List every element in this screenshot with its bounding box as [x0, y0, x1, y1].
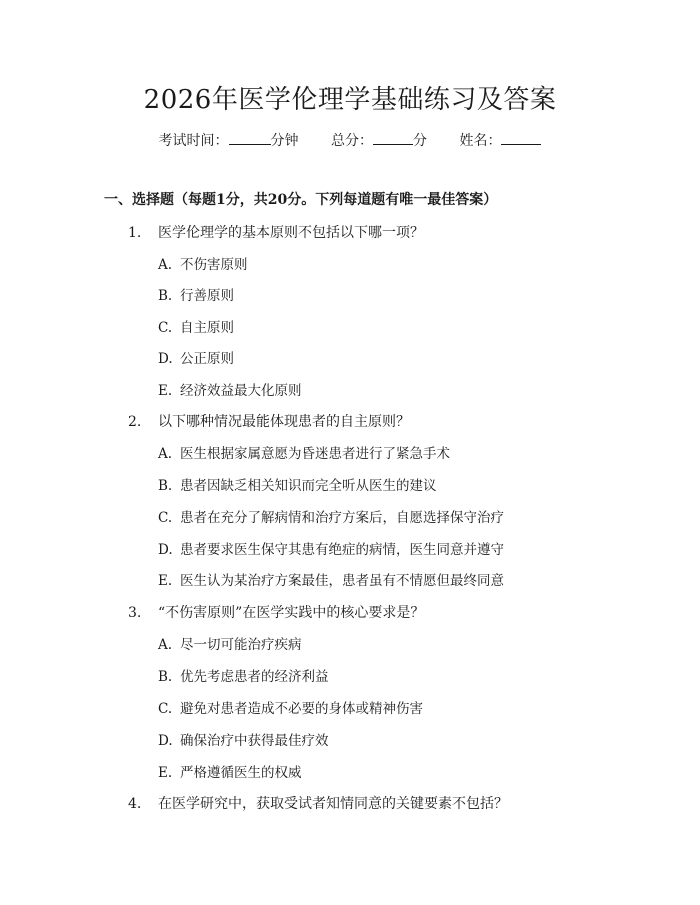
question-3-option-d [158, 731, 329, 751]
question-3-option-a [158, 635, 302, 655]
option-text: 避免对患者造成不必要的身体或精神伤害 [180, 701, 423, 717]
question-1 [128, 223, 424, 243]
question-number: 4. [128, 796, 142, 812]
option-text: 患者要求医生保守其患有绝症的病情，医生同意并遵守 [180, 542, 504, 558]
option-text: 经济效益最大化原则 [180, 383, 302, 399]
total-score-unit: 分 [413, 133, 427, 149]
option-label: D. [158, 351, 173, 367]
option-label: D. [158, 542, 173, 558]
option-text: 确保治疗中获得最佳疗效 [180, 733, 329, 749]
name-blank[interactable] [501, 130, 541, 145]
total-score-field [331, 130, 427, 151]
section-heading: 一、选择题（每题1分，共20分。下列每道题有唯一最佳答案） [104, 192, 498, 208]
question-3-option-e [158, 763, 302, 783]
option-text: 行善原则 [180, 288, 234, 304]
option-label: E. [158, 573, 173, 589]
option-label: A. [158, 257, 173, 273]
option-text: 尽一切可能治疗疾病 [180, 637, 302, 653]
option-text: 患者因缺乏相关知识而完全听从医生的建议 [180, 478, 437, 494]
question-2-option-e [158, 571, 504, 591]
option-text: 医生认为某治疗方案最佳，患者虽有不情愿但最终同意 [180, 573, 504, 589]
exam-time-field [159, 130, 299, 151]
option-label: E. [158, 383, 173, 399]
question-number: 2. [128, 414, 142, 430]
option-text: 患者在充分了解病情和治疗方案后，自愿选择保守治疗 [180, 510, 504, 526]
option-label: D. [158, 733, 173, 749]
question-3-option-c [158, 699, 423, 719]
question-1-option-e [158, 381, 302, 401]
option-text: 公正原则 [180, 351, 234, 367]
question-2-option-d [158, 540, 504, 560]
question-2-option-b [158, 476, 437, 496]
exam-info-line [0, 130, 700, 151]
question-1-option-a [158, 255, 248, 275]
question-4 [128, 794, 508, 814]
option-label: B. [158, 288, 173, 304]
exam-time-unit: 分钟 [270, 133, 299, 149]
question-2 [128, 412, 410, 432]
option-label: C. [158, 510, 173, 526]
name-field [459, 130, 541, 151]
option-label: A. [158, 446, 173, 462]
option-text: 严格遵循医生的权威 [180, 765, 302, 781]
option-label: B. [158, 478, 173, 494]
question-text: 在医学研究中，获取受试者知情同意的关键要素不包括？ [158, 796, 508, 812]
question-1-option-c [158, 318, 234, 338]
question-number: 1. [128, 225, 142, 241]
exam-time-blank[interactable] [229, 130, 271, 145]
option-label: B. [158, 669, 173, 685]
question-text: 以下哪种情况最能体现患者的自主原则？ [158, 414, 410, 430]
option-label: C. [158, 701, 173, 717]
question-3-option-b [158, 667, 329, 687]
question-text: 医学伦理学的基本原则不包括以下哪一项？ [158, 225, 424, 241]
question-2-option-c [158, 508, 504, 528]
option-text: 不伤害原则 [180, 257, 248, 273]
exam-time-label: 考试时间： [158, 133, 229, 149]
question-2-option-a [158, 444, 450, 464]
option-label: E. [158, 765, 173, 781]
option-text: 医生根据家属意愿为昏迷患者进行了紧急手术 [180, 446, 450, 462]
page-title: 2026年医学伦理学基础练习及答案 [143, 85, 557, 115]
question-number: 3. [128, 605, 142, 621]
total-score-label: 总分： [331, 133, 373, 149]
option-text: 自主原则 [180, 320, 234, 336]
total-score-blank[interactable] [373, 130, 413, 145]
question-1-option-b [158, 286, 234, 306]
question-text: “不伤害原则”在医学实践中的核心要求是？ [158, 605, 425, 621]
option-label: A. [158, 637, 173, 653]
question-3 [128, 603, 424, 623]
name-label: 姓名： [459, 133, 502, 149]
question-1-option-d [158, 349, 234, 369]
option-text: 优先考虑患者的经济利益 [180, 669, 329, 685]
option-label: C. [158, 320, 173, 336]
